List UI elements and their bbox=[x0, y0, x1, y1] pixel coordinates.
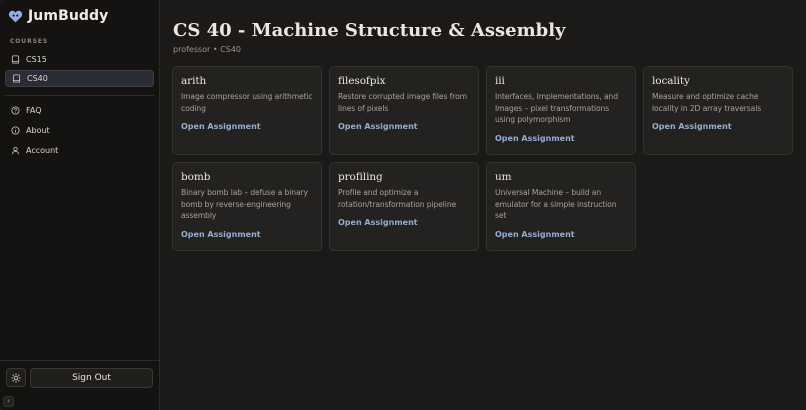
assignment-title: filesofpix bbox=[338, 75, 386, 87]
assignment-description: Measure and optimize cache locality in 2D array traversals bbox=[652, 92, 762, 113]
assignment-card-profiling[interactable] bbox=[329, 162, 479, 251]
question-circle-icon bbox=[11, 106, 20, 115]
brand[interactable] bbox=[8, 6, 108, 26]
assignment-card-iii[interactable] bbox=[486, 66, 636, 155]
sidebar-item-label: CS15 bbox=[26, 55, 47, 64]
user-icon bbox=[11, 146, 20, 155]
book-icon bbox=[12, 74, 21, 83]
page-title: CS 40 - Machine Structure & Assembly bbox=[173, 20, 566, 41]
sidebar-item-label: CS40 bbox=[27, 74, 48, 83]
sidebar-item-label: About bbox=[26, 126, 50, 135]
open-assignment-link[interactable]: Open Assignment bbox=[495, 229, 575, 239]
chevron-left-icon: ‹ bbox=[7, 397, 10, 405]
assignment-card-arith[interactable] bbox=[172, 66, 322, 155]
assignment-description: Restore corrupted image files from lines of pixels bbox=[338, 92, 467, 113]
assignment-title: bomb bbox=[181, 171, 211, 183]
courses-section-label: COURSES bbox=[10, 38, 49, 45]
open-assignment-link[interactable]: Open Assignment bbox=[652, 122, 732, 132]
info-circle-icon bbox=[11, 126, 20, 135]
assignment-description: Binary bomb lab – defuse a binary bomb by reverse-engineering assembly bbox=[181, 188, 308, 221]
sidebar-divider bbox=[5, 95, 154, 96]
sun-icon bbox=[11, 373, 21, 383]
sidebar-item-label: FAQ bbox=[26, 106, 42, 115]
collapse-sidebar-button[interactable] bbox=[3, 396, 14, 407]
assignment-title: profiling bbox=[338, 171, 383, 183]
assignment-card-bomb[interactable] bbox=[172, 162, 322, 251]
sidebar-item-cs40[interactable] bbox=[5, 70, 154, 87]
open-assignment-link[interactable]: Open Assignment bbox=[181, 122, 261, 132]
assignment-title: locality bbox=[652, 75, 690, 87]
sidebar-item-label: Account bbox=[26, 146, 59, 155]
sidebar-footer-divider bbox=[0, 360, 159, 361]
assignment-description: Image compressor using arithmetic coding bbox=[181, 92, 313, 113]
heart-logo-icon bbox=[8, 9, 23, 24]
sidebar-item-account[interactable] bbox=[5, 142, 154, 159]
assignment-title: um bbox=[495, 171, 512, 183]
sidebar-item-faq[interactable] bbox=[5, 102, 154, 119]
theme-toggle-button[interactable] bbox=[6, 368, 26, 387]
assignment-description: Profile and optimize a rotation/transformation pipeline bbox=[338, 188, 457, 209]
open-assignment-link[interactable]: Open Assignment bbox=[495, 133, 575, 143]
open-assignment-link[interactable]: Open Assignment bbox=[181, 229, 261, 239]
assignment-title: iii bbox=[495, 75, 505, 87]
book-icon bbox=[11, 55, 20, 64]
assignment-card-um[interactable] bbox=[486, 162, 636, 251]
page-subtitle: professor • CS40 bbox=[173, 45, 241, 54]
open-assignment-link[interactable]: Open Assignment bbox=[338, 218, 418, 228]
sign-out-button[interactable]: Sign Out bbox=[30, 368, 153, 388]
sidebar-item-cs15[interactable] bbox=[5, 51, 154, 68]
open-assignment-link[interactable]: Open Assignment bbox=[338, 122, 418, 132]
assignment-description: Interfaces, Implementations, and Images – pixel transformations using polymorphism bbox=[495, 92, 618, 125]
assignment-card-filesofpix[interactable] bbox=[329, 66, 479, 155]
assignment-description: Universal Machine – build an emulator for a simple instruction set bbox=[495, 188, 617, 221]
sidebar-item-about[interactable] bbox=[5, 122, 154, 139]
assignment-card-locality[interactable] bbox=[643, 66, 793, 155]
brand-name: JumBuddy bbox=[28, 8, 109, 24]
assignment-title: arith bbox=[181, 75, 207, 87]
sidebar bbox=[0, 0, 160, 410]
